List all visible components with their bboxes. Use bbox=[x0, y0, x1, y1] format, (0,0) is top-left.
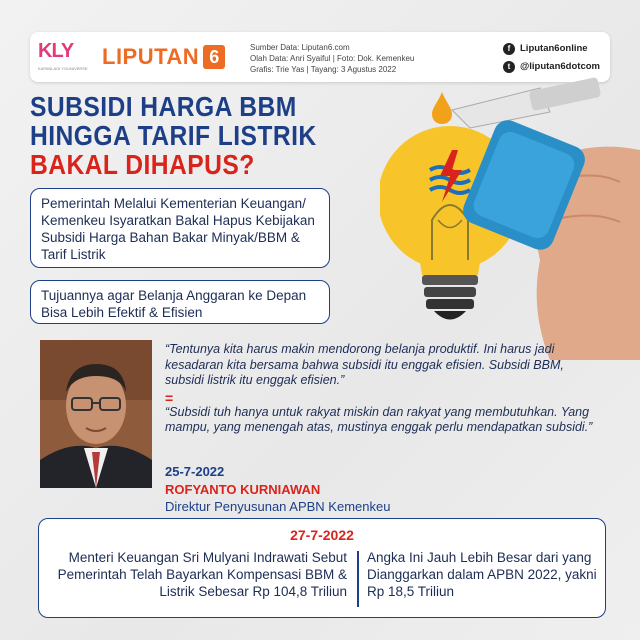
facebook-icon: f bbox=[503, 43, 515, 55]
twitter-handle: @liputan6dotcom bbox=[520, 61, 600, 72]
info-box-policy-text: Pemerintah Melalui Kementerian Keuangan/ Kemenkeu Isyaratkan Bakal Hapus Kebijakan Subsidi Harga Bahan Bakar Minyak/BBM & Tarif Listrik bbox=[41, 196, 315, 262]
info-box-policy bbox=[30, 188, 330, 268]
budget-comparison-text: Angka Ini Jauh Lebih Besar dari yang Dianggarkan dalam APBN 2022, yakni Rp 18,5 Triliun bbox=[367, 550, 597, 599]
liputan-brand: LIPUTAN bbox=[102, 44, 200, 69]
kly-logo-text: KLY bbox=[38, 40, 74, 62]
info-box-goal bbox=[30, 280, 330, 324]
bulb-illustration bbox=[380, 70, 640, 360]
bottom-date: 27-7-2022 bbox=[290, 527, 354, 543]
headline-line-2: HINGGA TARIF LISTRIK bbox=[30, 120, 317, 151]
quote-2: “Subsidi tuh hanya untuk rakyat miskin dan rakyat yang membutuhkan. Yang mampu, yang menengah atas, mustinya enggak perlu mendapatkan subsidi.” bbox=[165, 404, 593, 434]
headline bbox=[30, 92, 356, 179]
graphic-credit: Grafis: Trie Yas | Tayang: 3 Agustus 2022 bbox=[250, 65, 397, 74]
quote-date: 25-7-2022 bbox=[165, 464, 225, 479]
headline-line-3: BAKAL DIHAPUS? bbox=[30, 149, 255, 180]
kly-logo-sub: KAPANLAGI YOUNIVERSE bbox=[38, 66, 88, 71]
equals-sign: = bbox=[165, 389, 174, 406]
kly-logo bbox=[38, 40, 98, 76]
facebook-link[interactable] bbox=[503, 40, 600, 58]
speaker-name: ROFYANTO KURNIAWAN bbox=[165, 482, 321, 497]
source-credit: Sumber Data: Liputan6.com bbox=[250, 43, 350, 52]
divider bbox=[357, 551, 359, 607]
bottom-box bbox=[38, 518, 606, 618]
liputan-six-badge: 6 bbox=[203, 45, 225, 69]
quote-block bbox=[165, 342, 605, 440]
compensation-text: Menteri Keuangan Sri Mulyani Indrawati Sebut Pemerintah Telah Bayarkan Kompensasi BBM & Listrik Sebesar Rp 104,8 Triliun bbox=[57, 550, 347, 599]
twitter-icon: t bbox=[503, 61, 515, 73]
author-credit: Olah Data: Anri Syaiful | Foto: Dok. Kemenkeu bbox=[250, 54, 415, 63]
liputan6-logo bbox=[102, 44, 225, 70]
speaker-role: Direktur Penyusunan APBN Kemenkeu bbox=[165, 499, 391, 514]
quote-1: “Tentunya kita harus makin mendorong belanja produktif. Ini harus jadi kesadaran kita bersama bahwa subsidi itu enggak efisien. Subsidi BBM, subsidi listrik itu enggak efisien.” bbox=[165, 342, 564, 387]
official-photo bbox=[40, 340, 152, 488]
facebook-handle: Liputan6online bbox=[520, 43, 588, 54]
headline-line-1: SUBSIDI HARGA BBM bbox=[30, 91, 297, 122]
info-box-goal-text: Tujuannya agar Belanja Anggaran ke Depan Bisa Lebih Efektif & Efisien bbox=[41, 288, 307, 320]
